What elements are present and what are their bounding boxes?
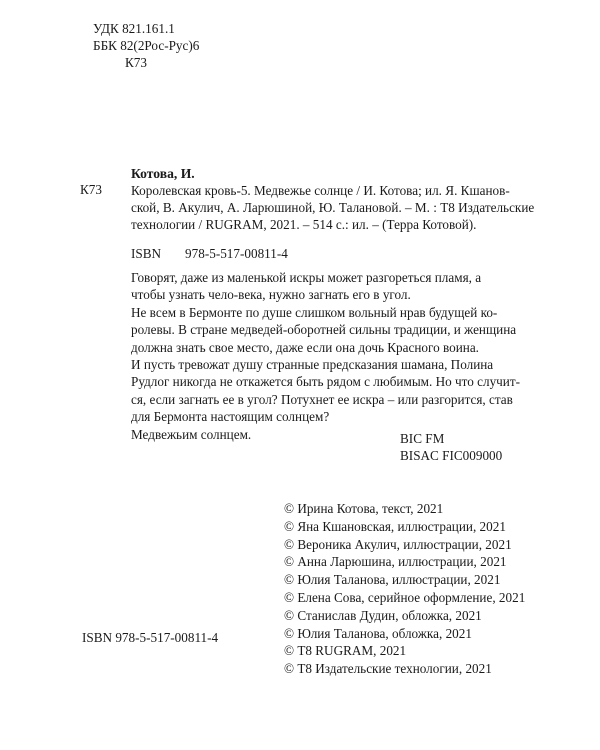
biblio-line: технологии / RUGRAM, 2021. – 514 с.: ил. – (Терра Котовой). (131, 217, 477, 232)
isbn-label: ISBN (131, 246, 162, 261)
copyright-line: © Анна Ларюшина, иллюстрации, 2021 (284, 554, 507, 570)
annotation-line: должна знать свое место, даже если она дочь Красного воина. (131, 339, 479, 355)
subject-codes (400, 430, 502, 464)
copyright-notices (284, 500, 525, 678)
isbn-value: 978-5-517-00811-4 (185, 246, 288, 261)
copyright-line: © Юлия Таланова, иллюстрации, 2021 (284, 572, 501, 588)
biblio-line: ской, В. Акулич, А. Ларюшиной, Ю. Талановой. – М. : Т8 Издательские (131, 200, 535, 215)
copyright-line: © Т8 Издательские технологии, 2021 (284, 661, 492, 677)
annotation-line: Не всем в Бермонте по душе слишком вольный нрав будущей ко- (131, 304, 498, 320)
annotation-line: Говорят, даже из маленькой искры может разгореться пламя, а (131, 270, 482, 285)
copyright-line: © Ирина Котова, текст, 2021 (284, 501, 444, 516)
annotation-line: Медвежьим солнцем. (131, 426, 252, 442)
copyright-line: © Елена Сова, серийное оформление, 2021 (284, 589, 526, 605)
annotation-line: для Бермонта настоящим солнцем? (131, 409, 330, 425)
annotation (131, 269, 521, 443)
isbn-entry (131, 246, 288, 262)
annotation-line: И пусть тревожат душу странные предсказания шамана, Полина (131, 357, 494, 373)
bisac-code: BISAC FIC009000 (400, 448, 503, 463)
annotation-line: Рудлог никогда не откажется быть рядом с любимым. Но что случит- (131, 374, 521, 390)
copyright-line: © Вероника Акулич, иллюстрации, 2021 (284, 536, 512, 552)
copyright-line: © Яна Кшановская, иллюстрации, 2021 (284, 518, 506, 534)
bibliographic-description (131, 182, 535, 233)
bbk-code: ББК 82(2Рос-Рус)6 (93, 38, 200, 53)
copyright-line: © Станислав Дудин, обложка, 2021 (284, 607, 482, 623)
copyright-line: © Т8 RUGRAM, 2021 (284, 643, 407, 659)
copyright-line: © Юлия Таланова, обложка, 2021 (284, 625, 472, 641)
author-name: Котова, И. (131, 166, 195, 181)
udk-code: УДК 821.161.1 (93, 21, 175, 36)
annotation-line: ся, если загнать ее в угол? Потухнет ее искра – или разгорится, став (131, 391, 513, 407)
annotation-line: ролевы. В стране медведей-оборотней сильны традиции, и женщина (131, 322, 517, 338)
biblio-line: Королевская кровь-5. Медвежье солнце / И. Котова; ил. Я. Кшанов- (131, 183, 510, 198)
annotation-line: чтобы узнать чело-века, нужно загнать его в угол. (131, 287, 411, 303)
bic-code: BIC FM (400, 431, 445, 446)
author-mark: К73 (125, 55, 147, 70)
isbn-bottom: ISBN 978-5-517-00811-4 (82, 630, 219, 645)
classification-block (93, 20, 199, 71)
entry-author-mark: К73 (80, 182, 102, 197)
